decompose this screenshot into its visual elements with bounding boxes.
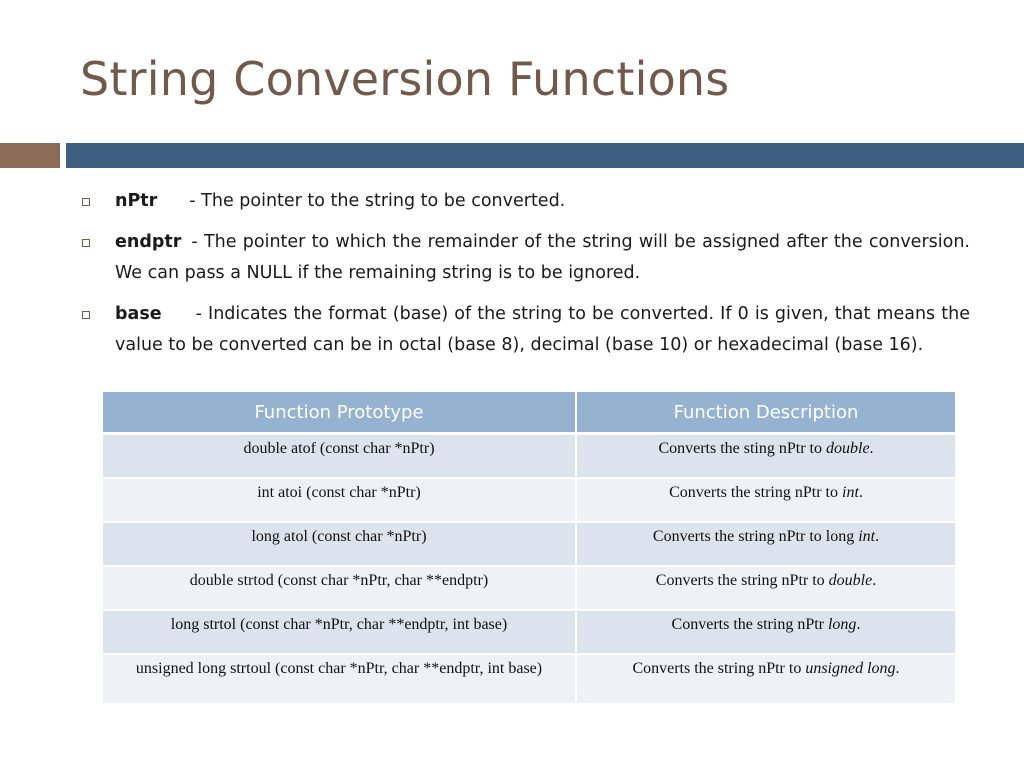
table-row [103,566,955,610]
bullet-text [115,186,970,217]
bullet-term: nPtr [115,191,158,211]
description-period: . [856,616,861,633]
prototype-cell: unsigned long strtoul (const char *nPtr, char **endptr, int base) [103,654,576,704]
bullet-description: - The pointer to the string to be converted. [189,191,566,211]
description-cell [576,610,955,654]
bullet-text [115,299,970,361]
prototype-cell: long strtol (const char *nPtr, char **endptr, int base) [103,610,576,654]
table-row [103,654,955,704]
square-bullet-icon [82,239,90,247]
accent-bar-left [0,143,60,168]
description-cell [576,434,955,479]
description-type: int [842,484,859,501]
description-period: . [875,528,880,545]
description-cell [576,478,955,522]
header-function-prototype: Function Prototype [103,392,576,434]
table-header-row [103,392,955,434]
description-period: . [872,572,877,589]
bullet-term: base [115,304,162,324]
square-bullet-icon [82,311,90,319]
description-type: double [826,440,870,457]
table-row [103,522,955,566]
description-text: Converts the string nPtr to [669,484,842,501]
description-text: Converts the string nPtr to [655,572,829,589]
prototype-cell: double strtod (const char *nPtr, char **endptr) [103,566,576,610]
functions-table [103,392,955,705]
prototype-cell: long atol (const char *nPtr) [103,522,576,566]
description-type: unsigned long [805,660,896,677]
description-period: . [858,484,863,501]
description-text: Converts the string nPtr to [632,660,806,677]
bullet-text [115,227,970,289]
table-row [103,478,955,522]
description-cell [576,654,955,704]
prototype-cell: int atoi (const char *nPtr) [103,478,576,522]
description-type: long [827,616,857,633]
description-text: Converts the string nPtr to long [652,528,859,545]
description-text: Converts the string nPtr [671,616,828,633]
bullet-description: - The pointer to which the remainder of the string will be assigned after the conversion. We can pass a NULL if the remaining string is to be ignored. [115,232,970,283]
slide-title: String Conversion Functions [80,52,730,106]
description-type: double [828,572,873,589]
square-bullet-icon [82,198,90,206]
bullet-item-base [80,299,970,361]
description-cell [576,522,955,566]
table-row [103,610,955,654]
bullet-list [80,186,970,371]
description-text: Converts the sting nPtr to [658,440,826,457]
description-period: . [869,440,874,457]
description-period: . [895,660,900,677]
header-function-description: Function Description [576,392,955,434]
table-row [103,434,955,479]
bullet-term: endptr [115,232,182,252]
description-type: int [858,528,876,545]
accent-bar-right [66,143,1024,168]
bullet-description: - Indicates the format (base) of the string to be converted. If 0 is given, that means the value to be converted can be in octal (base 8), decimal (base 10) or hexadecimal (base 16). [115,304,970,355]
bullet-item-nptr [80,186,970,217]
bullet-item-endptr [80,227,970,289]
description-cell [576,566,955,610]
prototype-cell: double atof (const char *nPtr) [103,434,576,479]
